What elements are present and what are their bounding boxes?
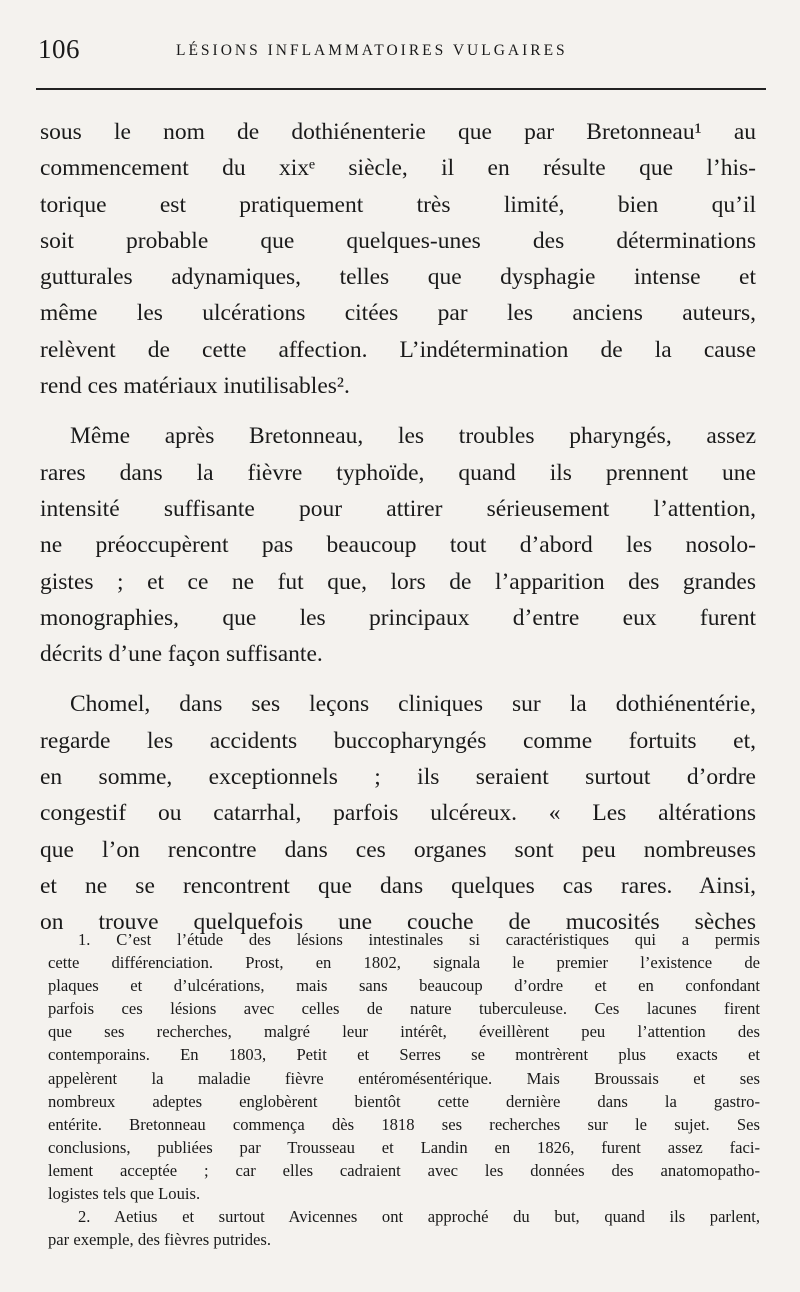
running-title: LÉSIONS INFLAMMATOIRES VULGAIRES <box>176 42 568 59</box>
paragraph-1 <box>40 114 756 404</box>
text-line: décrits d’une façon suffisante. <box>40 641 323 668</box>
footnote-line: cette différenciation. Prost, en 1802, signala le premier l’existence de <box>48 953 760 973</box>
footnote-line: plaques et d’ulcérations, mais sans beaucoup d’ordre et en confondant <box>48 976 760 996</box>
text-line: même les ulcérations citées par les anciens auteurs, <box>40 300 756 327</box>
footnote-line: appelèrent la maladie fièvre entéromésentérique. Mais Broussais et ses <box>48 1068 760 1088</box>
paragraph-2 <box>40 418 756 672</box>
footnote-line: par exemple, des fièvres putrides. <box>48 1230 272 1250</box>
paragraph-3 <box>40 686 756 940</box>
text-line: intensité suffisante pour attirer sérieusement l’attention, <box>40 495 756 522</box>
footnote-line: 2. Aetius et surtout Avicennes ont approché du but, quand ils parlent, <box>78 1207 760 1227</box>
paragraph-gap <box>40 404 756 418</box>
footnote-line: conclusions, publiées par Trousseau et Landin en 1826, furent assez faci- <box>48 1137 760 1157</box>
text-line: ne préoccupèrent pas beaucoup tout d’abord les nosolo- <box>40 532 756 559</box>
text-line: torique est pratiquement très limité, bien qu’il <box>40 191 756 218</box>
footnote-1 <box>48 928 760 1205</box>
footnote-line: contemporains. En 1803, Petit et Serres se montrèrent plus exacts et <box>48 1045 760 1065</box>
text-line: soit probable que quelques-unes des déterminations <box>40 227 756 254</box>
footnote-line: logistes tels que Louis. <box>48 1184 201 1204</box>
footnote-line: 1. C’est l’étude des lésions intestinales si caractéristiques qui a permis <box>78 930 760 949</box>
footnote-line: que ses recherches, malgré leur intérêt, éveillèrent peu l’attention des <box>48 1022 760 1042</box>
text-line: gistes ; et ce ne fut que, lors de l’apparition des grandes <box>40 568 756 595</box>
footnote-line: entérite. Bretonneau commença dès 1818 ses recherches sur le sujet. Ses <box>48 1114 760 1134</box>
footnote-2 <box>48 1205 760 1251</box>
page-number: 106 <box>38 34 80 64</box>
header-rule <box>36 88 766 90</box>
text-line: sous le nom de dothiénenterie que par Bretonneau¹ au <box>40 119 756 145</box>
text-line: relèvent de cette affection. L’indétermination de la cause <box>40 336 756 363</box>
text-line: Même après Bretonneau, les troubles pharyngés, assez <box>70 423 756 450</box>
text-line: regarde les accidents buccopharyngés comme fortuits et, <box>40 727 756 754</box>
text-line: congestif ou catarrhal, parfois ulcéreux. « Les altérations <box>40 800 756 827</box>
text-line: commencement du xixᵉ siècle, il en résulte que l’his- <box>40 155 756 182</box>
text-line: et ne se rencontrent que dans quelques cas rares. Ainsi, <box>40 872 756 899</box>
text-line: monographies, que les principaux d’entre eux furent <box>40 604 756 631</box>
page-header <box>36 34 766 74</box>
text-line: rend ces matériaux inutilisables². <box>40 373 350 400</box>
text-line: que l’on rencontre dans ces organes sont peu nombreuses <box>40 836 756 863</box>
footnote-line: lement acceptée ; car elles cadraient avec les données des anatomopatho- <box>48 1160 760 1180</box>
footnote-line: nombreux adeptes englobèrent bientôt cette dernière dans la gastro- <box>48 1091 760 1111</box>
text-line: rares dans la fièvre typhoïde, quand ils prennent une <box>40 459 756 486</box>
paragraph-gap <box>40 672 756 686</box>
footnotes <box>48 928 760 1251</box>
text-line: en somme, exceptionnels ; ils seraient surtout d’ordre <box>40 764 756 791</box>
text-line: on trouve quelquefois une couche de mucosités sèches <box>40 909 756 936</box>
footnote-line: parfois ces lésions avec celles de nature tuberculeuse. Ces lacunes firent <box>48 999 760 1019</box>
body-text <box>40 114 756 941</box>
text-line: Chomel, dans ses leçons cliniques sur la dothiénentérie, <box>70 691 756 718</box>
text-line: gutturales adynamiques, telles que dysphagie intense et <box>40 264 756 291</box>
